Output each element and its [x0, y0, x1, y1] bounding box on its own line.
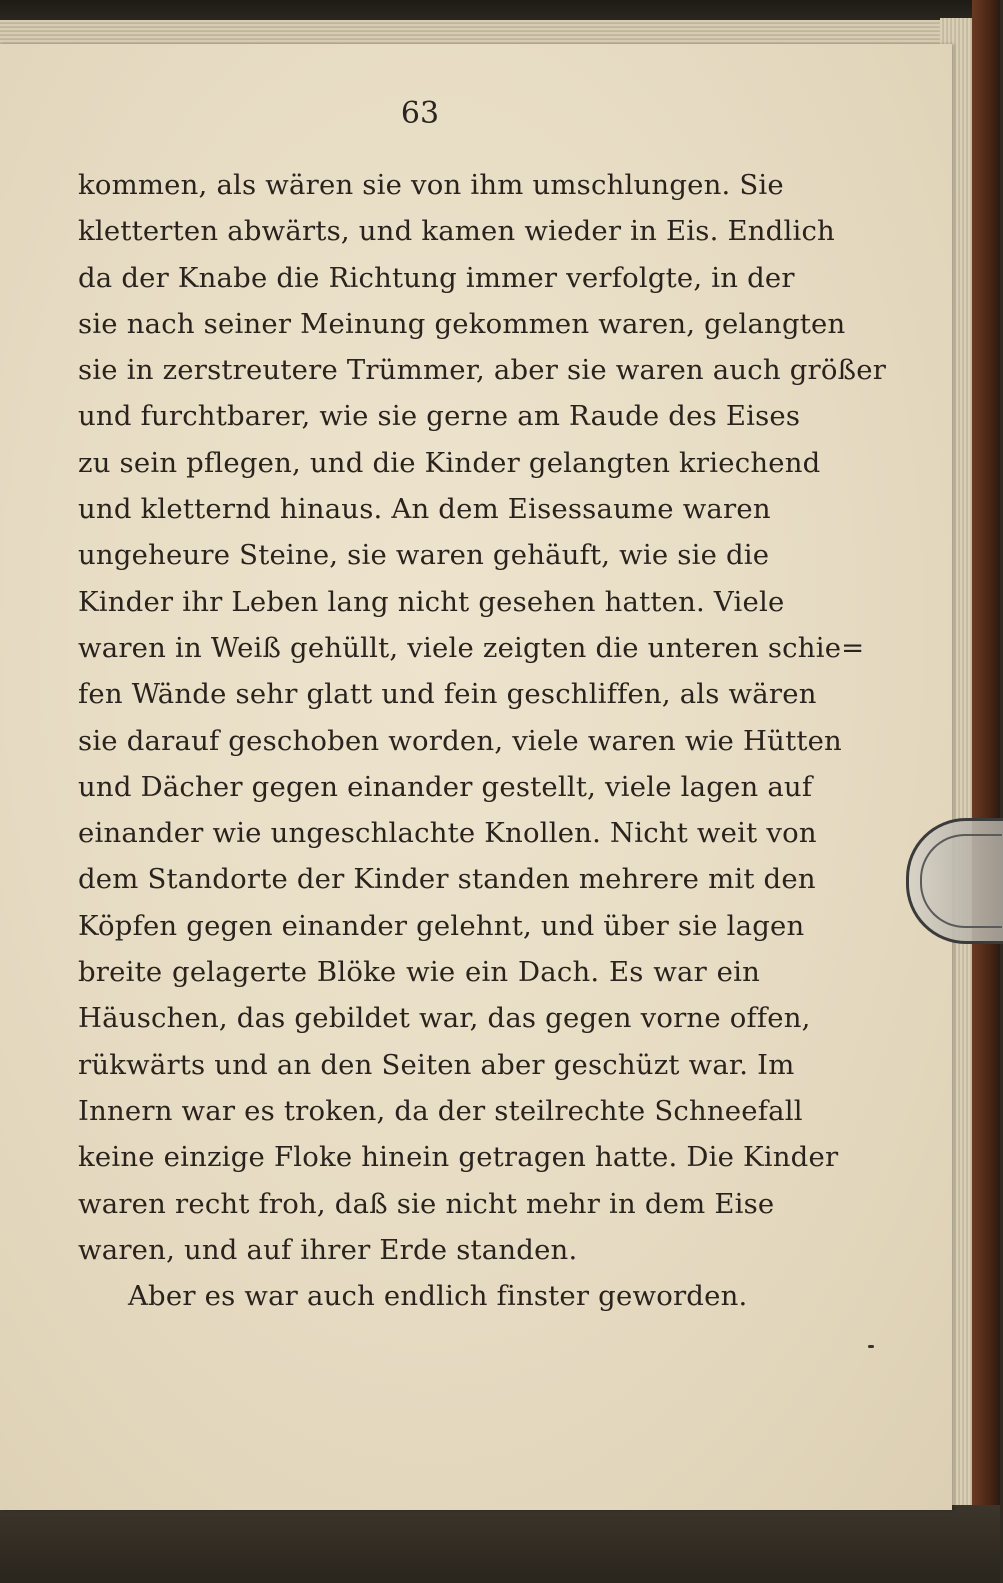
book-clasp-inner [920, 834, 1002, 928]
text-line: breite gelagerte Blöke wie ein Dach. Es war ein [78, 956, 760, 989]
text-line: waren in Weiß gehüllt, viele zeigten die unteren schie= [78, 631, 865, 664]
text-line: dem Standorte der Kinder standen mehrere mit den [78, 863, 816, 896]
background-bottom [0, 1505, 1000, 1583]
paper-speck [868, 1345, 874, 1348]
text-line: und kletternd hinaus. An dem Eisessaume waren [78, 493, 771, 526]
page-number: 63 [400, 96, 440, 131]
text-line: keine einzige Floke hinein getragen hatte. Die Kinder [78, 1141, 839, 1174]
text-line: ungeheure Steine, sie waren gehäuft, wie sie die [78, 539, 770, 572]
text-line: Innern war es troken, da der steilrechte Schneefall [78, 1094, 803, 1127]
text-line: fen Wände sehr glatt und fein geschliffen, als wären [78, 678, 817, 711]
page-text [78, 162, 887, 1319]
text-line-paragraph-start: Aber es war auch endlich finster geworden. [128, 1280, 748, 1313]
text-line: waren recht froh, daß sie nicht mehr in dem Eise [78, 1187, 775, 1220]
text-line: Häuschen, das gebildet war, das gegen vorne offen, [78, 1002, 811, 1035]
text-line: und furchtbarer, wie sie gerne am Raude des Eises [78, 400, 801, 433]
text-line: sie darauf geschoben worden, viele waren wie Hütten [78, 724, 842, 757]
text-line: Köpfen gegen einander gelehnt, und über sie lagen [78, 909, 805, 942]
text-line: da der Knabe die Richtung immer verfolgte, in der [78, 261, 795, 294]
text-line: und Dächer gegen einander gestellt, viele lagen auf [78, 770, 813, 803]
text-line: sie nach seiner Meinung gekommen waren, gelangten [78, 307, 846, 340]
text-line: Kinder ihr Leben lang nicht gesehen hatten. Viele [78, 585, 785, 618]
text-line: kletterten abwärts, und kamen wieder in Eis. Endlich [78, 215, 835, 248]
text-line: kommen, als wären sie von ihm umschlungen. Sie [78, 169, 784, 201]
book-cover-edge [972, 0, 1000, 1583]
text-line: zu sein pflegen, und die Kinder gelangten kriechend [78, 446, 821, 479]
text-line: waren, und auf ihrer Erde standen. [78, 1233, 578, 1266]
text-line: sie in zerstreutere Trümmer, aber sie waren auch größer [78, 354, 887, 387]
text-line: einander wie ungeschlachte Knollen. Nicht weit von [78, 817, 817, 850]
text-line: rükwärts und an den Seiten aber geschüzt war. Im [78, 1048, 795, 1081]
